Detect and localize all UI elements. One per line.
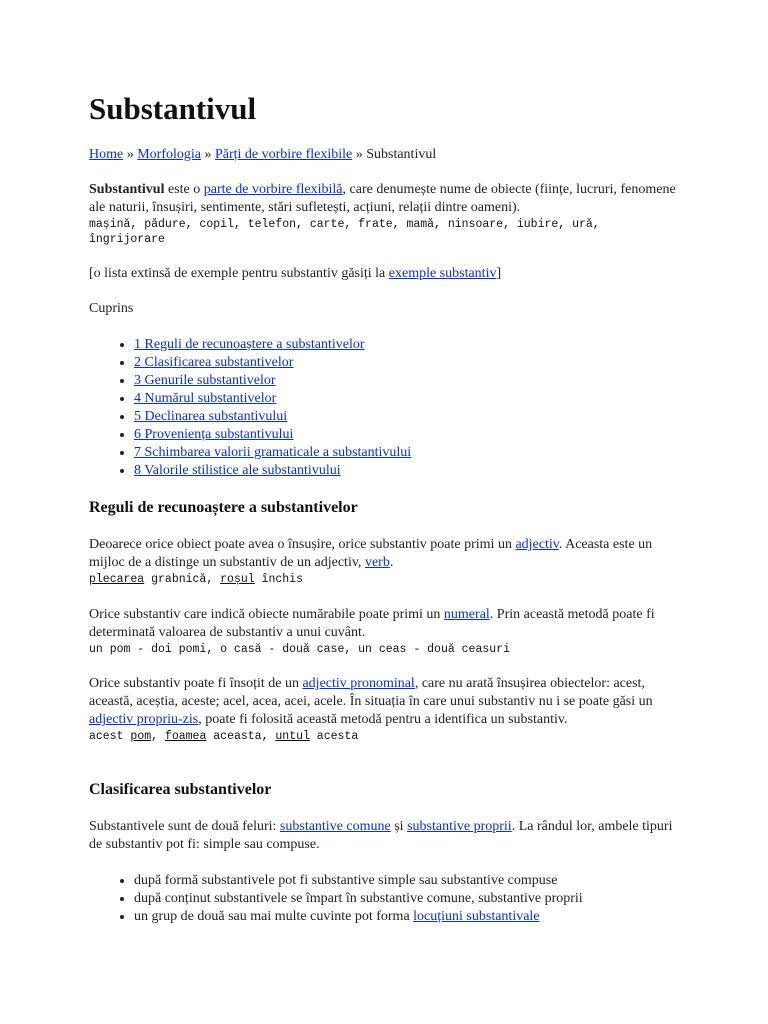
paragraph-text: . — [389, 555, 394, 570]
reguli-paragraph-1 — [89, 536, 689, 587]
adjectiv-propriu-zis-link[interactable]: adjectiv propriu-zis — [89, 712, 199, 727]
toc-link[interactable]: 3 Genurile substantivelor — [134, 373, 276, 388]
breadcrumb — [89, 146, 436, 164]
substantive-proprii-link[interactable]: substantive proprii — [407, 819, 512, 834]
toc-item — [134, 372, 411, 390]
example-word: untul — [275, 730, 310, 743]
intro-text: este o — [164, 182, 204, 197]
paragraph-text: Orice substantiv care indică obiecte numărabile poate primi un — [89, 607, 444, 622]
breadcrumb-current: Substantivul — [366, 147, 437, 162]
toc-link[interactable]: 8 Valorile stilistice ale substantivului — [134, 463, 341, 478]
verb-link[interactable]: verb — [364, 555, 390, 570]
example-line — [89, 729, 689, 744]
example-word: pom — [130, 730, 152, 743]
list-item-text: un grup de două sau mai multe cuvinte pot forma — [134, 909, 414, 924]
toc-item — [134, 426, 411, 444]
adjectiv-link[interactable]: adjectiv — [515, 537, 559, 552]
breadcrumb-home-link[interactable]: Home — [89, 147, 124, 162]
note-text: ] — [496, 266, 502, 281]
reguli-paragraph-3 — [89, 675, 689, 744]
breadcrumb-separator: » — [123, 147, 138, 162]
toc-heading: Cuprins — [89, 301, 134, 316]
section-heading-reguli: Reguli de recunoaștere a substantivelor — [89, 499, 358, 516]
example-text: acesta — [309, 730, 359, 743]
toc-item — [134, 336, 411, 354]
example-text: acest — [89, 730, 131, 743]
toc-item — [134, 390, 411, 408]
paragraph-text: Deoarece orice obiect poate avea o însușire, orice substantiv poate primi un — [89, 537, 516, 552]
example-text: , — [151, 730, 165, 743]
paragraph-text: , care nu arată însușirea obiectelor: acest, această, aceștia, aceste; acel, acea, acei, acele. În situația în care unui substantiv nu i se poate găsi un — [89, 676, 653, 709]
breadcrumb-morfologia-link[interactable]: Morfologia — [137, 147, 201, 162]
clasificarea-paragraph — [89, 818, 689, 854]
list-item: • după conținut substantivele se împart în substantive comune, substantive proprii — [134, 890, 583, 908]
example-text: aceasta, — [206, 730, 276, 743]
section-heading-clasificarea: Clasificarea substantivelor — [89, 781, 272, 798]
paragraph-text: , poate fi folosită această metodă pentru a identifica un substantiv. — [198, 712, 568, 727]
clasificarea-list — [89, 872, 583, 926]
numeral-link[interactable]: numeral — [443, 607, 490, 622]
example-word: roșul — [220, 573, 255, 586]
example-line: un pom - doi pomi, o casă - două case, un ceas - două ceasuri — [89, 643, 510, 656]
toc-link[interactable]: 4 Numărul substantivelor — [134, 391, 277, 406]
locutiuni-substantivale-link[interactable]: locuțiuni substantivale — [413, 909, 540, 924]
example-word: plecarea — [89, 573, 145, 586]
toc-item — [134, 444, 411, 462]
intro-term: Substantivul — [89, 182, 165, 197]
example-text: grabnică, — [144, 573, 221, 586]
toc-link[interactable]: 2 Clasificarea substantivelor — [134, 355, 294, 370]
intro-examples: mașină, pădure, copil, telefon, carte, frate, mamă, ninsoare, iubire, ură, — [89, 218, 600, 231]
toc-item — [134, 408, 411, 426]
adjectiv-pronominal-link[interactable]: adjectiv pronominal — [302, 676, 415, 691]
intro-text: , care denumește nume de obiecte (ființe, lucruri, fenomene ale naturii, însușiri, sentimente, stări sufletești, acțiuni, relații dintre oameni). — [89, 182, 676, 215]
toc-list — [89, 336, 411, 480]
reguli-paragraph-2 — [89, 606, 689, 657]
intro-examples: îngrijorare — [89, 233, 165, 246]
toc-link[interactable]: 5 Declinarea substantivului — [134, 409, 288, 424]
toc-item — [134, 462, 411, 480]
paragraph-text: Orice substantiv poate fi însoțit de un — [89, 676, 303, 691]
toc-link[interactable]: 6 Proveniența substantivului — [134, 427, 294, 442]
toc-link[interactable]: 1 Reguli de recunoaștere a substantivelor — [134, 337, 365, 352]
substantive-comune-link[interactable]: substantive comune — [279, 819, 391, 834]
toc-link[interactable]: 7 Schimbarea valorii gramaticale a substantivului — [134, 445, 412, 460]
example-line — [89, 572, 689, 587]
list-item — [134, 908, 583, 926]
note-text: [o lista extinsă de exemple pentru substantiv găsiți la — [89, 266, 389, 281]
parte-de-vorbire-link[interactable]: parte de vorbire flexibilă — [203, 182, 343, 197]
breadcrumb-separator: » — [352, 147, 367, 162]
exemple-substantiv-link[interactable]: exemple substantiv — [388, 266, 497, 281]
example-text: închis — [254, 573, 303, 586]
paragraph-text: . Prin această metodă poate fi determinată valoarea de substantiv a unui cuvânt. — [89, 607, 655, 640]
breadcrumb-separator: » — [200, 147, 215, 162]
breadcrumb-parti-link[interactable]: Părți de vorbire flexibile — [214, 147, 353, 162]
toc-item — [134, 354, 411, 372]
extended-examples-note — [89, 265, 501, 283]
example-word: foamea — [164, 730, 207, 743]
paragraph-text: Substantivele sunt de două feluri: — [89, 819, 280, 834]
intro-paragraph — [89, 181, 689, 247]
page-title: Substantivul — [89, 91, 257, 126]
paragraph-text: . La rândul lor, ambele tipuri de substantiv pot fi: simple sau compuse. — [89, 819, 673, 852]
paragraph-text: și — [390, 819, 408, 834]
list-item: • după formă substantivele pot fi substantive simple sau substantive compuse — [134, 872, 583, 890]
paragraph-text: . Aceasta este un mijloc de a distinge un substantiv de un adjectiv, — [89, 537, 653, 570]
